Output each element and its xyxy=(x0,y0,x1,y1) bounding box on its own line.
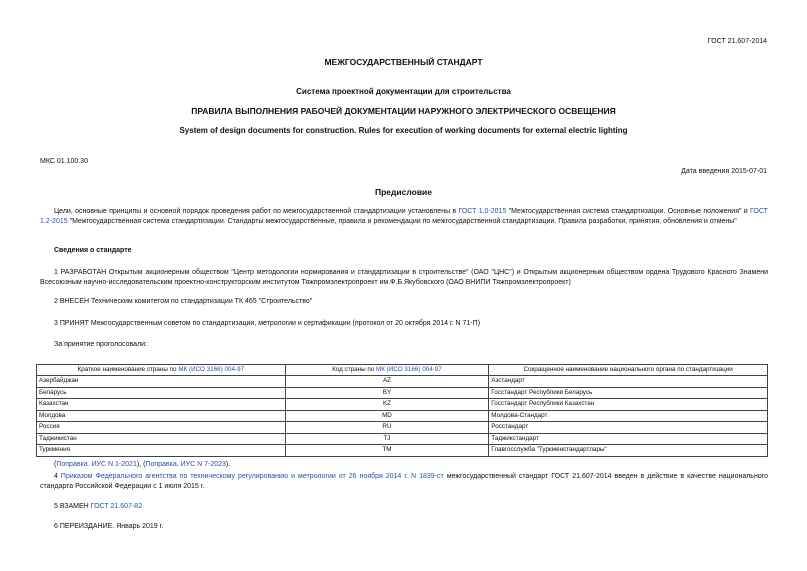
standard-title: МЕЖГОСУДАРСТВЕННЫЙ СТАНДАРТ xyxy=(324,57,483,67)
p1-text-a: Цели, основные принципы и основной порядок проведения работ по межгосударственной стандартизации установлены в xyxy=(54,208,459,215)
item-1: 1 РАЗРАБОТАН Открытым акционерным обществом "Центр методологии нормирования и стандартизации в строительстве" (ОАО "ЦНС") и Открытым акционерным обществом ордена Трудового Красного Знамени Всесоюзным научно-исследовательским проектно-конструкторским институтом Тяжпромэлектропроект им.Ф.Б.Якубовского (ОАО ВНИПИ Тяжпромэлектропроект) xyxy=(40,269,768,286)
table-row xyxy=(37,399,768,411)
item-3: 3 ПРИНЯТ Межгосударственным советом по стандартизации, метрологии и сертификации (протокол от 20 октября 2014 г. N 71-П) xyxy=(54,320,481,327)
amendments-line: (Поправка. ИУС N 1-2021), (Поправка. ИУС N 7-2023). xyxy=(54,461,231,468)
table-row xyxy=(37,422,768,434)
p1-text-b: "Межгосударственная система стандартизации. Основные положения" и xyxy=(506,208,751,215)
code-cell: TJ xyxy=(285,433,489,445)
main-title: ПРАВИЛА ВЫПОЛНЕНИЯ РАБОЧЕЙ ДОКУМЕНТАЦИИ НАРУЖНОГО ЭЛЕКТРИЧЕСКОГО ОСВЕЩЕНИЯ xyxy=(191,106,616,116)
body-cell: Азстандарт xyxy=(489,376,768,388)
header-country: Краткое наименование страны по МК (ИСО 3166) 004-97 xyxy=(37,365,286,376)
gost-21-607-82-link[interactable]: ГОСТ 21.607-82 xyxy=(90,503,143,510)
system-title: Система проектной документации для строительства xyxy=(296,87,511,96)
amendment-2-link[interactable]: Поправка. ИУС N 7-2023 xyxy=(145,461,226,468)
voted-label: За принятие проголосовали: xyxy=(54,341,147,348)
code-cell: MD xyxy=(285,410,489,422)
code-cell: KZ xyxy=(285,399,489,411)
body-cell: Росстандарт xyxy=(489,422,768,434)
table-row xyxy=(37,445,768,457)
gost-1-0-link[interactable]: ГОСТ 1.0-2015 xyxy=(458,208,507,215)
table-row xyxy=(37,376,768,388)
country-cell: Казахстан xyxy=(37,399,286,411)
code-cell: RU xyxy=(285,422,489,434)
body-cell: Таджикстандарт xyxy=(489,433,768,445)
body-cell: Молдова-Стандарт xyxy=(489,410,768,422)
introduction-date: Дата введения 2015-07-01 xyxy=(681,168,767,175)
body-cell: Госстандарт Республики Казахстан xyxy=(489,399,768,411)
country-cell: Азербайджан xyxy=(37,376,286,388)
item-6: 6 ПЕРЕИЗДАНИЕ. Январь 2019 г. xyxy=(54,523,164,530)
code-cell: AZ xyxy=(285,376,489,388)
document-code: ГОСТ 21.607-2014 xyxy=(707,38,767,45)
p1-text-c: "Межгосударственная система стандартизации. Стандарты межгосударственные, правила и рекомендации по межгосударственной стандартизации. Правила разработки, принятия, обновления и отмены" xyxy=(67,218,737,225)
english-title: System of design documents for construction. Rules for execution of working documents for external electric lighting xyxy=(179,126,628,135)
countries-table xyxy=(36,364,768,457)
body-cell: Госстандарт Республики Беларусь xyxy=(489,387,768,399)
about-heading: Сведения о стандарте xyxy=(54,247,132,254)
table-row xyxy=(37,410,768,422)
country-cell: Таджикистан xyxy=(37,433,286,445)
mks-code: МКС 01.100.30 xyxy=(40,158,88,165)
foreword-paragraph xyxy=(40,207,768,227)
body-cell: Главгосслужба "Туркменстандартлары" xyxy=(489,445,768,457)
country-cell: Туркмения xyxy=(37,445,286,457)
table-header-row xyxy=(37,365,768,376)
header-code: Код страны по МК (ИСО 3166) 004-97 xyxy=(285,365,489,376)
country-cell: Молдова xyxy=(37,410,286,422)
code-cell: BY xyxy=(285,387,489,399)
mk-iso-link[interactable]: МК (ИСО 3166) 004-97 xyxy=(178,366,245,373)
table-row xyxy=(37,433,768,445)
item-2: 2 ВНЕСЕН Техническим комитетом по стандартизации ТК 465 "Строительство" xyxy=(54,298,313,305)
foreword-heading: Предисловие xyxy=(374,187,433,197)
gost-1-2-link[interactable]: ГОСТ 1.2-2015 xyxy=(40,208,768,225)
item-5: 5 ВЗАМЕН ГОСТ 21.607-82 xyxy=(54,503,143,510)
order-link[interactable]: Приказом Федерального агентства по техническому регулированию и метрологии от 26 ноября 2014 г. N 1839-ст xyxy=(60,473,444,480)
table-row xyxy=(37,387,768,399)
code-cell: TM xyxy=(285,445,489,457)
country-cell: Беларусь xyxy=(37,387,286,399)
item-4: 4 Приказом Федерального агентства по техническому регулированию и метрологии от 26 ноября 2014 г. N 1839-ст межгосударственный стандарт ГОСТ 21.607-2014 введен в действие в качестве национального стандарта Российской Федерации с 1 июля 2015 г. xyxy=(40,473,769,490)
mk-iso-link[interactable]: МК (ИСО 3166) 004-97 xyxy=(376,366,442,373)
country-cell: Россия xyxy=(37,422,286,434)
amendment-1-link[interactable]: Поправка. ИУС N 1-2021 xyxy=(56,461,137,468)
header-body: Сокращенное наименование национального органа по стандартизации xyxy=(489,365,768,376)
